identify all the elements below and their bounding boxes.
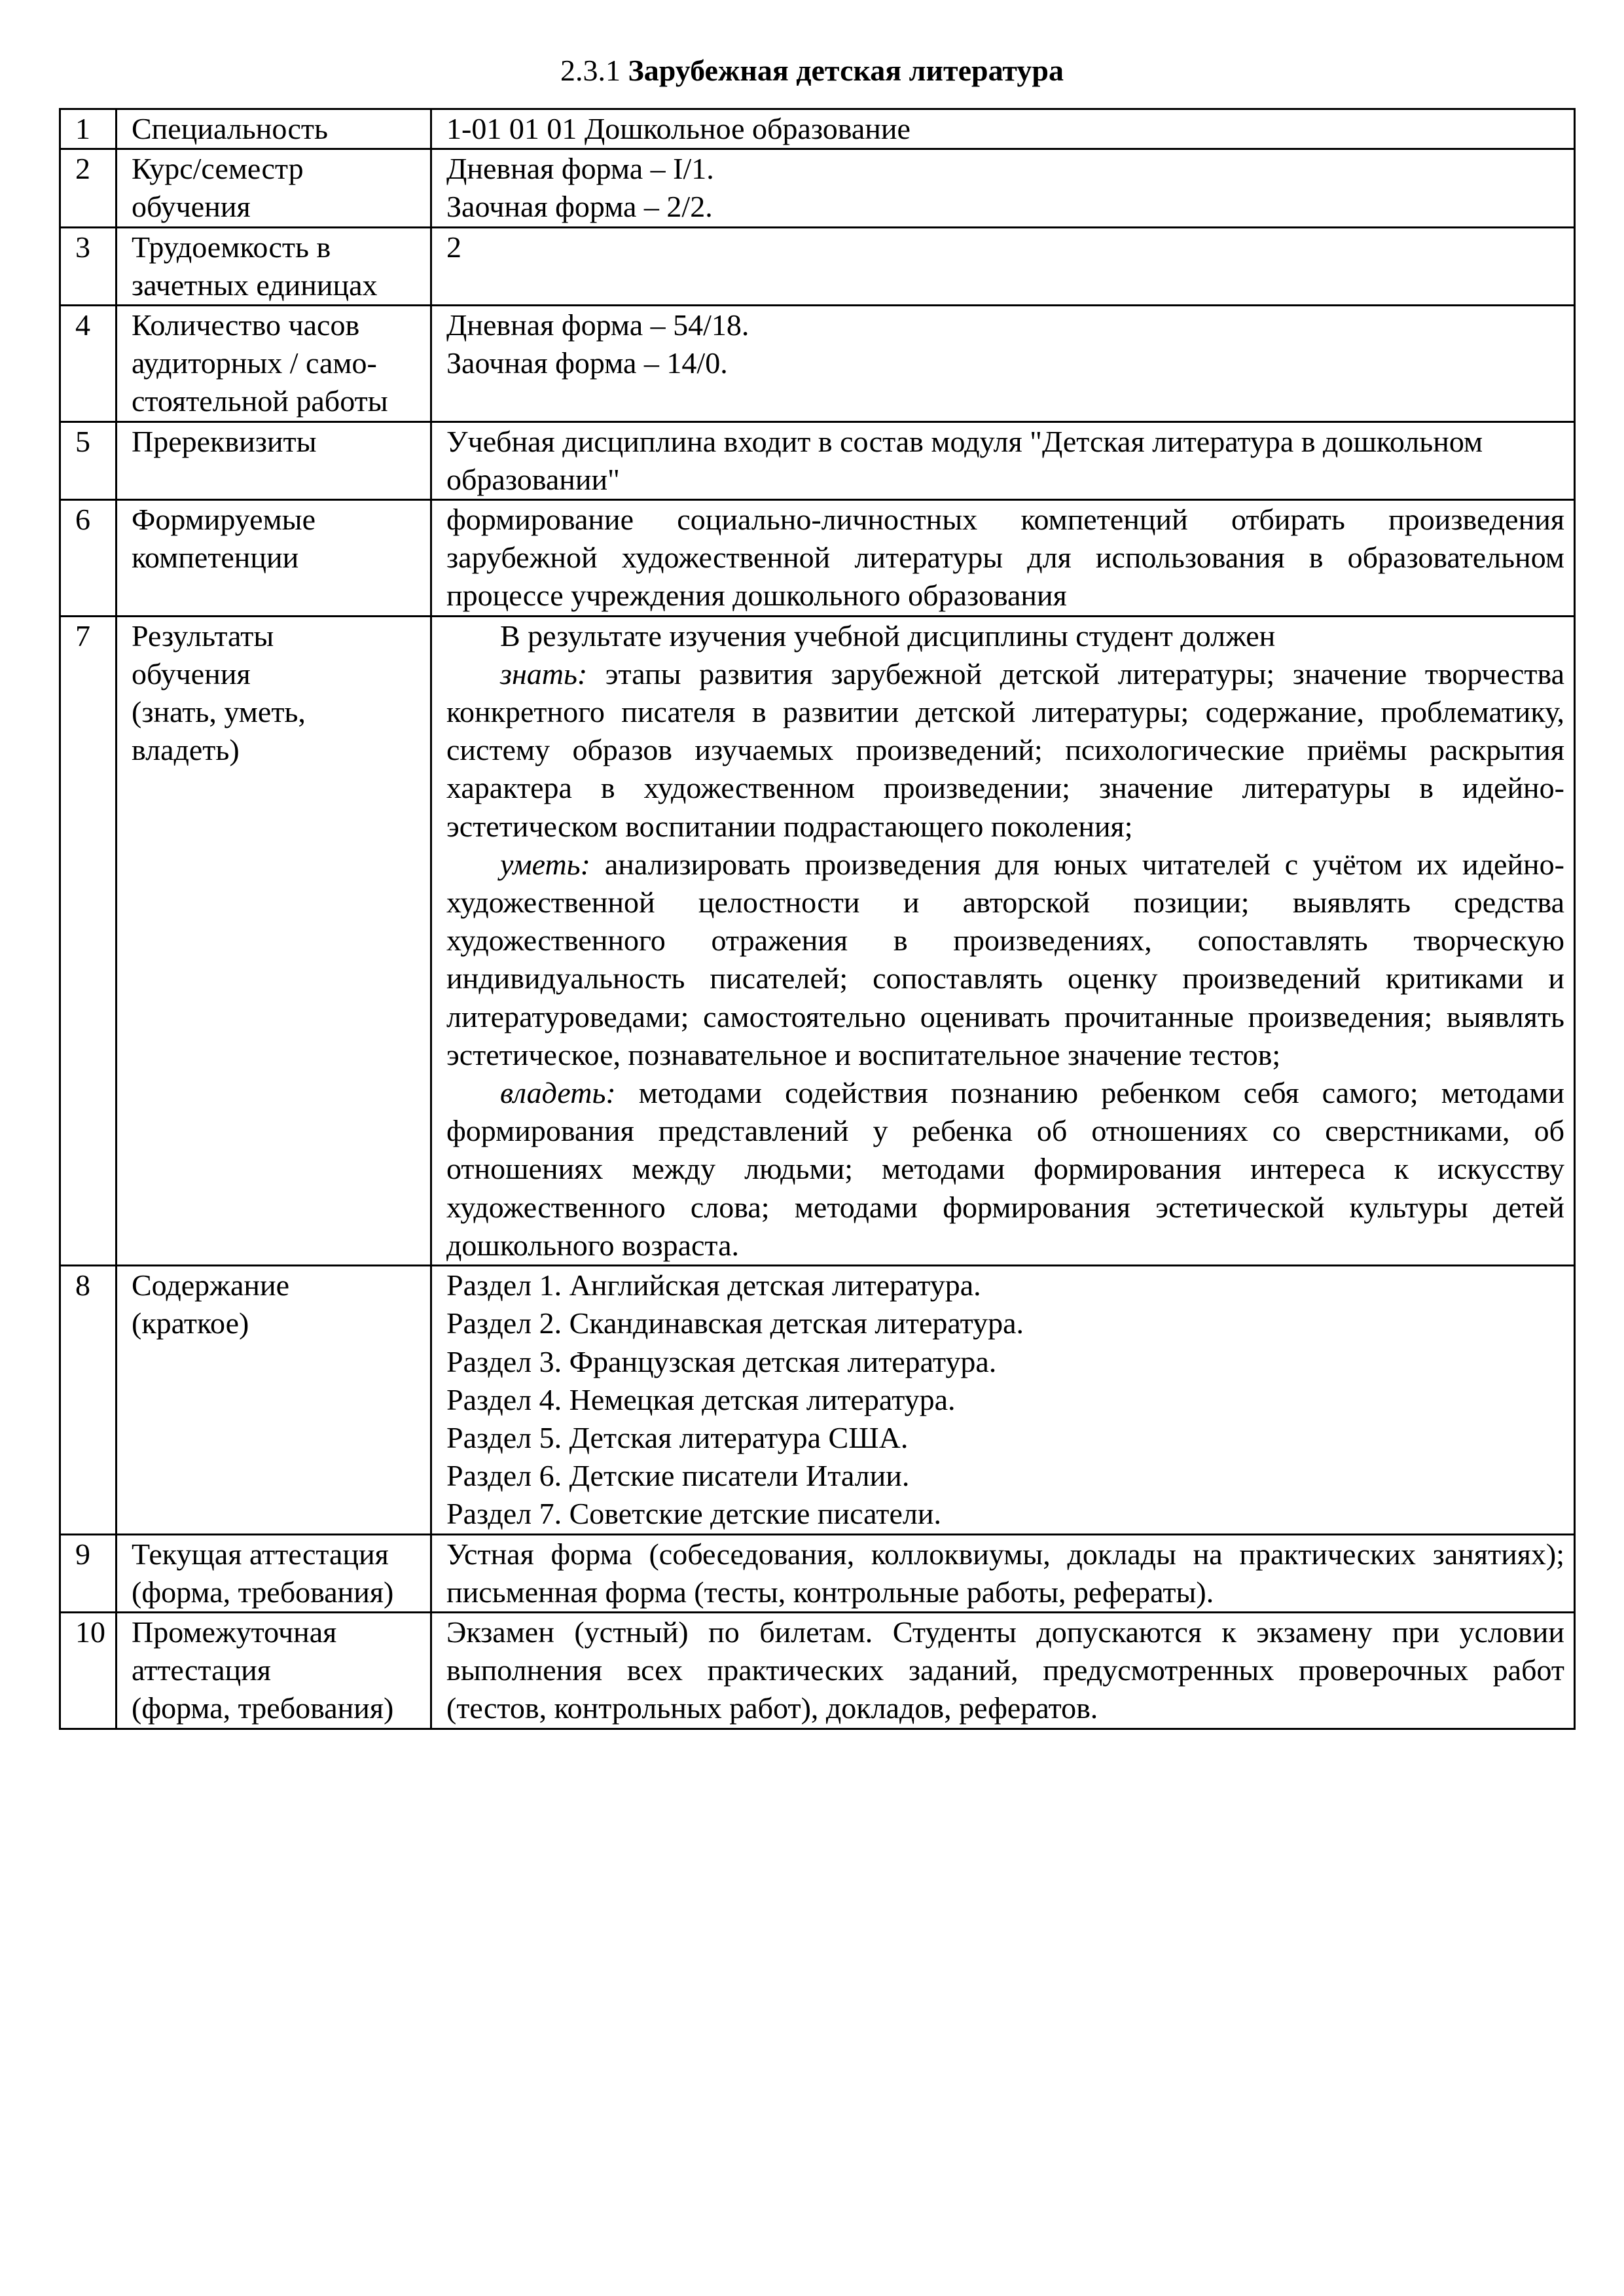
document-title [0, 52, 1624, 89]
row-content [431, 1266, 1575, 1534]
row-label: Курс/семестр обучения [117, 149, 431, 227]
table-row [60, 1534, 1575, 1612]
row-number: 3 [60, 227, 117, 305]
row-content: 2 [431, 227, 1575, 305]
row-number: 9 [60, 1534, 117, 1612]
row-content: Устная форма (собеседования, коллоквиумы, доклады на практических занятиях); письменная форма (тесты, контрольные работы, рефераты). [431, 1534, 1575, 1612]
title-number: 2.3.1 [560, 54, 621, 87]
table-row [60, 1266, 1575, 1534]
row-label: Специальность [117, 109, 431, 149]
know-term: знать: [500, 656, 588, 691]
title-text: Зарубежная детская литература [628, 54, 1064, 87]
row-content: Учебная дисциплина входит в состав модуля "Детская литература в дошкольном образовании" [431, 422, 1575, 499]
row-content: Дневная форма – I/1. Заочная форма – 2/2. [431, 149, 1575, 227]
table-row [60, 149, 1575, 227]
learning-outcomes-intro: В результате изучения учебной дисциплины студент должен [500, 619, 1276, 653]
table-row [60, 422, 1575, 499]
learning-outcomes-can: уметь: анализировать произведения для юных читателей с учётом их идейно-художественной целостности и авторской позиции; выявлять средства художественного отражения в произведениях, сопоставлять творческую индивидуальность писателей; сопоставлять оценку произведений критиками и литературоведами; самостоятельно оценивать прочитанные произведения; выявлять эстетическое, познавательное и воспитательное значение тестов; [446, 847, 1564, 1071]
row-content: Дневная форма – 54/18. Заочная форма – 14/0. [431, 306, 1575, 422]
row-label: Текущая аттестация (форма, требования) [117, 1534, 431, 1612]
row-content: Экзамен (устный) по билетам. Студенты допускаются к экзамену при условии выполнения всех практических заданий, предусмотренных проверочных работ (тестов, контрольных работ), докладов, рефератов. [431, 1612, 1575, 1729]
own-term: владеть: [500, 1076, 616, 1110]
row-label: Пререквизиты [117, 422, 431, 499]
row-number: 6 [60, 500, 117, 617]
row-number: 8 [60, 1266, 117, 1534]
learning-outcomes-own: владеть: методами содействия познанию ребенком себя самого; методами формирования представлений у ребенка об отношениях со сверстниками, об отношениях между людьми; методами формирования интереса к искусству художественного слова; методами формирования эстетической культуры детей дошкольного возраста. [446, 1076, 1564, 1262]
row-number: 10 [60, 1612, 117, 1729]
can-term: уметь: [500, 847, 590, 881]
row-label: Формируемые компетенции [117, 500, 431, 617]
row-number: 2 [60, 149, 117, 227]
section-item: Раздел 1. Английская детская литература. [446, 1268, 981, 1302]
row-content: формирование социально-личностных компетенций отбирать произведения зарубежной художественной литературы для использования в образовательном процессе учреждения дошкольного образования [431, 500, 1575, 617]
table-row [60, 1612, 1575, 1729]
row-label: Результаты обучения (знать, уметь, владеть) [117, 616, 431, 1265]
row-number: 5 [60, 422, 117, 499]
section-item: Раздел 6. Детские писатели Италии. [446, 1459, 910, 1493]
row-label: Промежуточная аттестация (форма, требования) [117, 1612, 431, 1729]
section-item: Раздел 3. Французская детская литература. [446, 1344, 997, 1378]
section-item: Раздел 4. Немецкая детская литература. [446, 1382, 956, 1416]
row-label: Содержание (краткое) [117, 1266, 431, 1534]
row-number: 7 [60, 616, 117, 1265]
row-label: Трудоемкость в зачетных единицах [117, 227, 431, 305]
row-content: 1-01 01 01 Дошкольное образование [431, 109, 1575, 149]
table-row [60, 109, 1575, 149]
table-row [60, 306, 1575, 422]
row-number: 1 [60, 109, 117, 149]
learning-outcomes-know: знать: этапы развития зарубежной детской литературы; значение творчества конкретного писателя в развитии детской литературы; содержание, проблематику, систему образов изучаемых произведений; психологические приёмы раскрытия характера в художественном произведении; значение литературы в идейно-эстетическом воспитании подрастающего поколения; [446, 656, 1564, 843]
row-content [431, 616, 1575, 1265]
section-item: Раздел 7. Советские детские писатели. [446, 1497, 941, 1531]
table-row [60, 227, 1575, 305]
table-row [60, 616, 1575, 1265]
table-row [60, 500, 1575, 617]
syllabus-table [59, 108, 1576, 1730]
row-number: 4 [60, 306, 117, 422]
section-item: Раздел 5. Детская литература США. [446, 1420, 909, 1454]
section-item: Раздел 2. Скандинавская детская литература. [446, 1306, 1024, 1340]
row-label: Количество часов аудиторных / само- стоятельной работы [117, 306, 431, 422]
